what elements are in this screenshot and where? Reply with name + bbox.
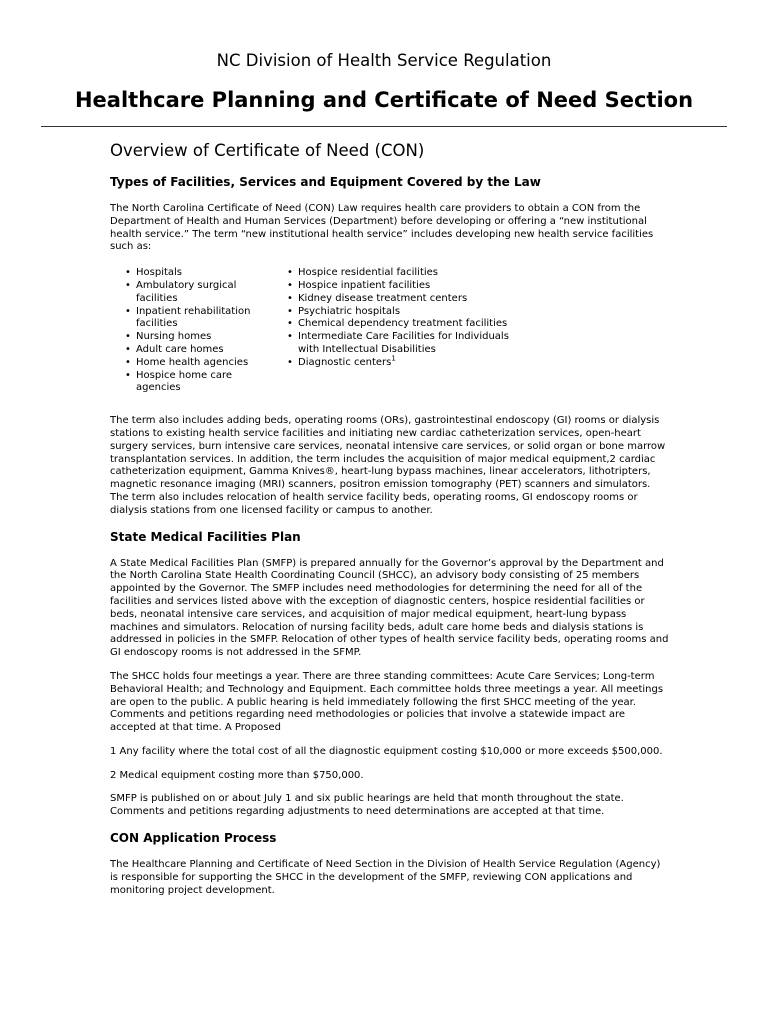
section-title: Healthcare Planning and Certificate of Need Section bbox=[74, 88, 694, 112]
list-item: • Kidney disease treatment centers bbox=[272, 293, 512, 306]
smfp-paragraph-1: A State Medical Facilities Plan (SMFP) is prepared annually for the Governor’s approval by the Department and the North Carolina State Health Coordinating Council (SHCC), an advisory body consisting of 25 members appointed by the Governor. The SMFP includes need methodologies for determining the need for all of the facilities and services listed above with the exception of diagnostic centers, hospice residential facilities or beds, neonatal intensive care services, and acquisition of major medical equipment, heart-lung bypass machines and simulators. Relocation of nursing facility beds, adult care home beds and dialysis stations is addressed in policies in the SMFP. Relocation of other types of health service facility beds, operating rooms and GI endoscopy rooms is not addressed in the SFMP. bbox=[110, 557, 669, 659]
types-intro: The North Carolina Certificate of Need (CON) Law requires health care providers to obtain a CON from the Department of Health and Human Services (Department) before developing or offering a “new institutional health service.” The term “new institutional health service” includes developing new health service facilities such as: bbox=[110, 203, 654, 253]
list-item: • Hospice residential facilities bbox=[272, 267, 512, 280]
list-item: • Hospice inpatient facilities bbox=[272, 280, 512, 293]
facility-list-right bbox=[272, 267, 512, 395]
facility-lists bbox=[110, 267, 670, 395]
main-content bbox=[110, 140, 670, 908]
footnote-marker: 1 bbox=[391, 354, 396, 363]
division-title: NC Division of Health Service Regulation bbox=[216, 51, 552, 70]
list-item: • Hospitals bbox=[110, 267, 272, 280]
smfp-paragraph-2: The SHCC holds four meetings a year. There are three standing committees: Acute Care Services; Long-term Behavioral Health; and Technology and Equipment. Each committee holds three meetings a year. All meetings are open to the public. A public hearing is held immediately following the first SHCC meeting of the year. Comments and petitions regarding need methodologies or policies that involve a statewide impact are accepted at that time. A Proposed bbox=[110, 670, 664, 734]
overview-title: Overview of Certificate of Need (CON) bbox=[110, 141, 425, 160]
list-item: • Ambulatory surgical facilities bbox=[110, 280, 272, 306]
footnote-1: 1 Any facility where the total cost of all the diagnostic equipment costing $10,000 or more exceeds $500,000. bbox=[110, 745, 663, 757]
list-item: • Intermediate Care Facilities for Individuals with Intellectual Disabilities bbox=[272, 331, 512, 357]
list-item: • Home health agencies bbox=[110, 357, 272, 370]
list-item: • Psychiatric hospitals bbox=[272, 306, 512, 319]
list-item bbox=[272, 354, 512, 370]
smfp-heading: State Medical Facilities Plan bbox=[110, 529, 301, 544]
list-item: • Chemical dependency treatment facilities bbox=[272, 318, 512, 331]
process-heading: CON Application Process bbox=[110, 831, 277, 846]
types-paragraph-2: The term also includes adding beds, operating rooms (ORs), gastrointestinal endoscopy (GI) rooms or dialysis stations to existing health service facilities and initiating new cardiac catheterization services, open-heart surgery services, burn intensive care services, neonatal intensive care services, or solid organ or bone marrow transplantation services. In addition, the term includes the acquisition of major medical equipment,2 cardiac catheterization equipment, Gamma Knives®, heart-lung bypass machines, linear accelerators, lithotripters, magnetic resonance imaging (MRI) scanners, positron emission tomography (PET) scanners and simulators. The term also includes relocation of health service facility beds, operating rooms, GI endoscopy rooms or dialysis stations from one licensed facility or campus to another. bbox=[110, 415, 666, 516]
diagnostic-centers-label: Diagnostic centers bbox=[298, 356, 392, 368]
process-paragraph-1: The Healthcare Planning and Certificate of Need Section in the Division of Health Service Regulation (Agency) is responsible for supporting the SHCC in the development of the SMFP, reviewing CON applications and monitoring project development. bbox=[110, 859, 661, 896]
list-item: • Adult care homes bbox=[110, 344, 272, 357]
types-heading: Types of Facilities, Services and Equipment Covered by the Law bbox=[110, 175, 541, 189]
list-item: • Hospice home care agencies bbox=[110, 370, 272, 396]
smfp-paragraph-3: SMFP is published on or about July 1 and six public hearings are held that month throughout the state. Comments and petitions regarding adjustments to need determinations are accepted at that time. bbox=[110, 793, 624, 818]
list-item: • Inpatient rehabilitation facilities bbox=[110, 306, 272, 332]
list-item: • Nursing homes bbox=[110, 331, 272, 344]
header-divider bbox=[41, 126, 727, 127]
facility-list-left bbox=[110, 267, 272, 395]
footnote-2: 2 Medical equipment costing more than $750,000. bbox=[110, 769, 364, 781]
